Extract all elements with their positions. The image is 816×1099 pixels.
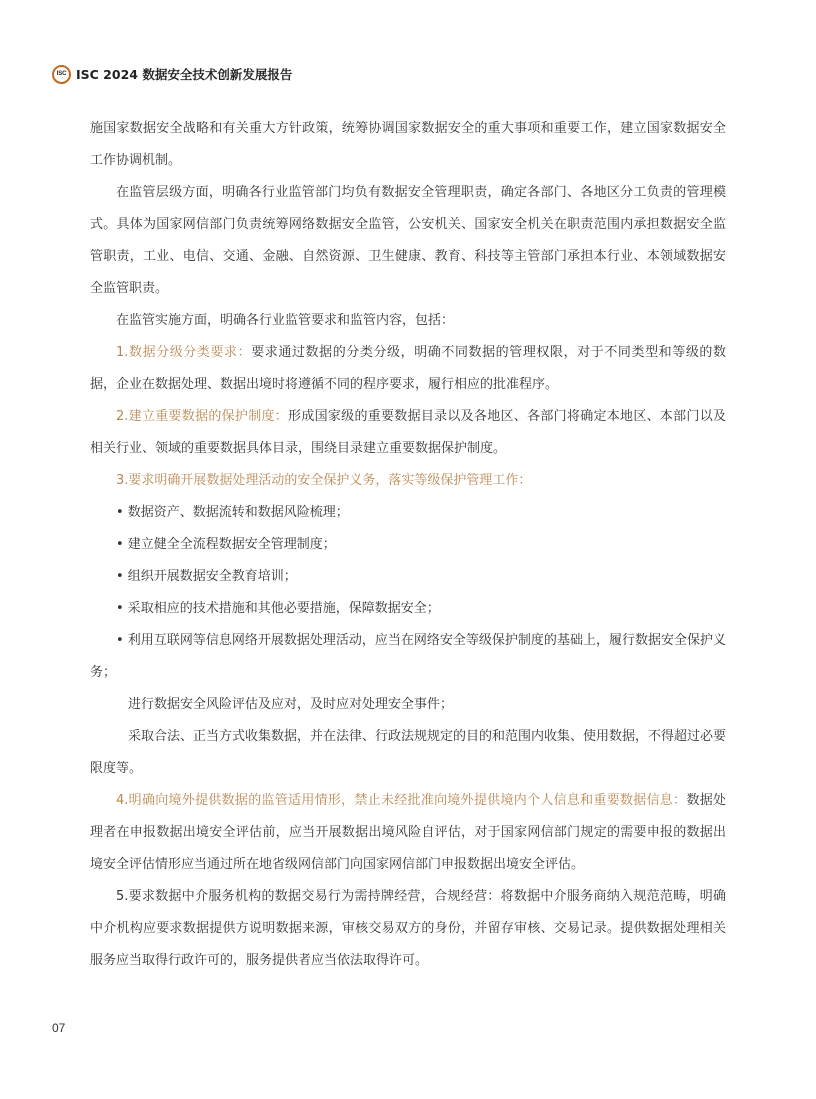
- bullet-item: • 利用互联网等信息网络开展数据处理活动，应当在网络安全等级保护制度的基础上，履行数据安全保护义务；: [90, 633, 726, 680]
- item-4: [90, 785, 726, 881]
- item-4-body: 数据处理者在申报数据出境安全评估前，应当开展数据出境风险自评估，对于国家网信部门规定的需要申报的数据出境安全评估情形应当通过所在地省级网信部门向国家网信部门申报数据出境安全评估。: [90, 793, 726, 872]
- paragraph-1: 施国家数据安全战略和有关重大方针政策，统筹协调国家数据安全的重大事项和重要工作，建立国家数据安全工作协调机制。: [90, 121, 726, 168]
- extra-line-1: 进行数据安全风险评估及应对，及时应对处理安全事件；: [128, 697, 454, 712]
- item-3-title: 3.要求明确开展数据处理活动的安全保护义务，落实等级保护管理工作：: [116, 473, 532, 488]
- item-2-title: 2.建立重要数据的保护制度：: [116, 409, 289, 424]
- paragraph-supervision-level: 在监管层级方面，明确各行业监管部门均负有数据安全管理职责，确定各部门、各地区分工负责的管理模式。具体为国家网信部门负责统筹网络数据安全监管，公安机关、国家安全机关在职责范围内承担数据安全监管职责，工业、电信、交通、金融、自然资源、卫生健康、教育、科技等主管部门承担本行业、本领域数据安全监管职责。: [90, 185, 726, 296]
- bullet-item: • 建立健全全流程数据安全管理制度；: [116, 537, 336, 552]
- item-2-body: 形成国家级的重要数据目录以及各地区、各部门将确定本地区、本部门以及相关行业、领域的重要数据具体目录，围绕目录建立重要数据保护制度。: [90, 409, 726, 456]
- item-1-body: 要求通过数据的分类分级，明确不同数据的管理权限，对于不同类型和等级的数据，企业在数据处理、数据出境时将遵循不同的程序要求，履行相应的批准程序。: [90, 345, 726, 392]
- item-3: [90, 465, 726, 497]
- page-number: 07: [52, 1021, 66, 1035]
- item-1: [90, 337, 726, 401]
- bullet-item: • 采取相应的技术措施和其他必要措施，保障数据安全；: [116, 601, 440, 616]
- body-text: [90, 113, 726, 977]
- extra-line-2: 采取合法、正当方式收集数据，并在法律、行政法规规定的目的和范围内收集、使用数据，不得超过必要限度等。: [90, 729, 727, 776]
- page-header: [52, 63, 292, 85]
- item-4-title: 4.明确向境外提供数据的监管适用情形，禁止未经批准向境外提供境内个人信息和重要数据信息：: [116, 793, 687, 808]
- item-5: 5.要求数据中介服务机构的数据交易行为需持牌经营，合规经营：将数据中介服务商纳入规范范畴，明确中介机构应要求数据提供方说明数据来源，审核交易双方的身份，并留存审核、交易记录。提供数据处理相关服务应当取得行政许可的，服务提供者应当依法取得许可。: [90, 889, 726, 968]
- report-title: ISC 2024 数据安全技术创新发展报告: [76, 67, 293, 82]
- isc-logo: [52, 65, 71, 84]
- bullet-item: • 数据资产、数据流转和数据风险梳理；: [116, 505, 349, 520]
- item-2: [90, 401, 726, 465]
- bullet-item: • 组织开展数据安全教育培训；: [116, 569, 297, 584]
- item-1-title: 1.数据分级分类要求：: [116, 345, 252, 360]
- logo-text: ISC: [56, 71, 67, 77]
- paragraph-supervision-implementation: 在监管实施方面，明确各行业监管要求和监管内容，包括：: [116, 313, 455, 328]
